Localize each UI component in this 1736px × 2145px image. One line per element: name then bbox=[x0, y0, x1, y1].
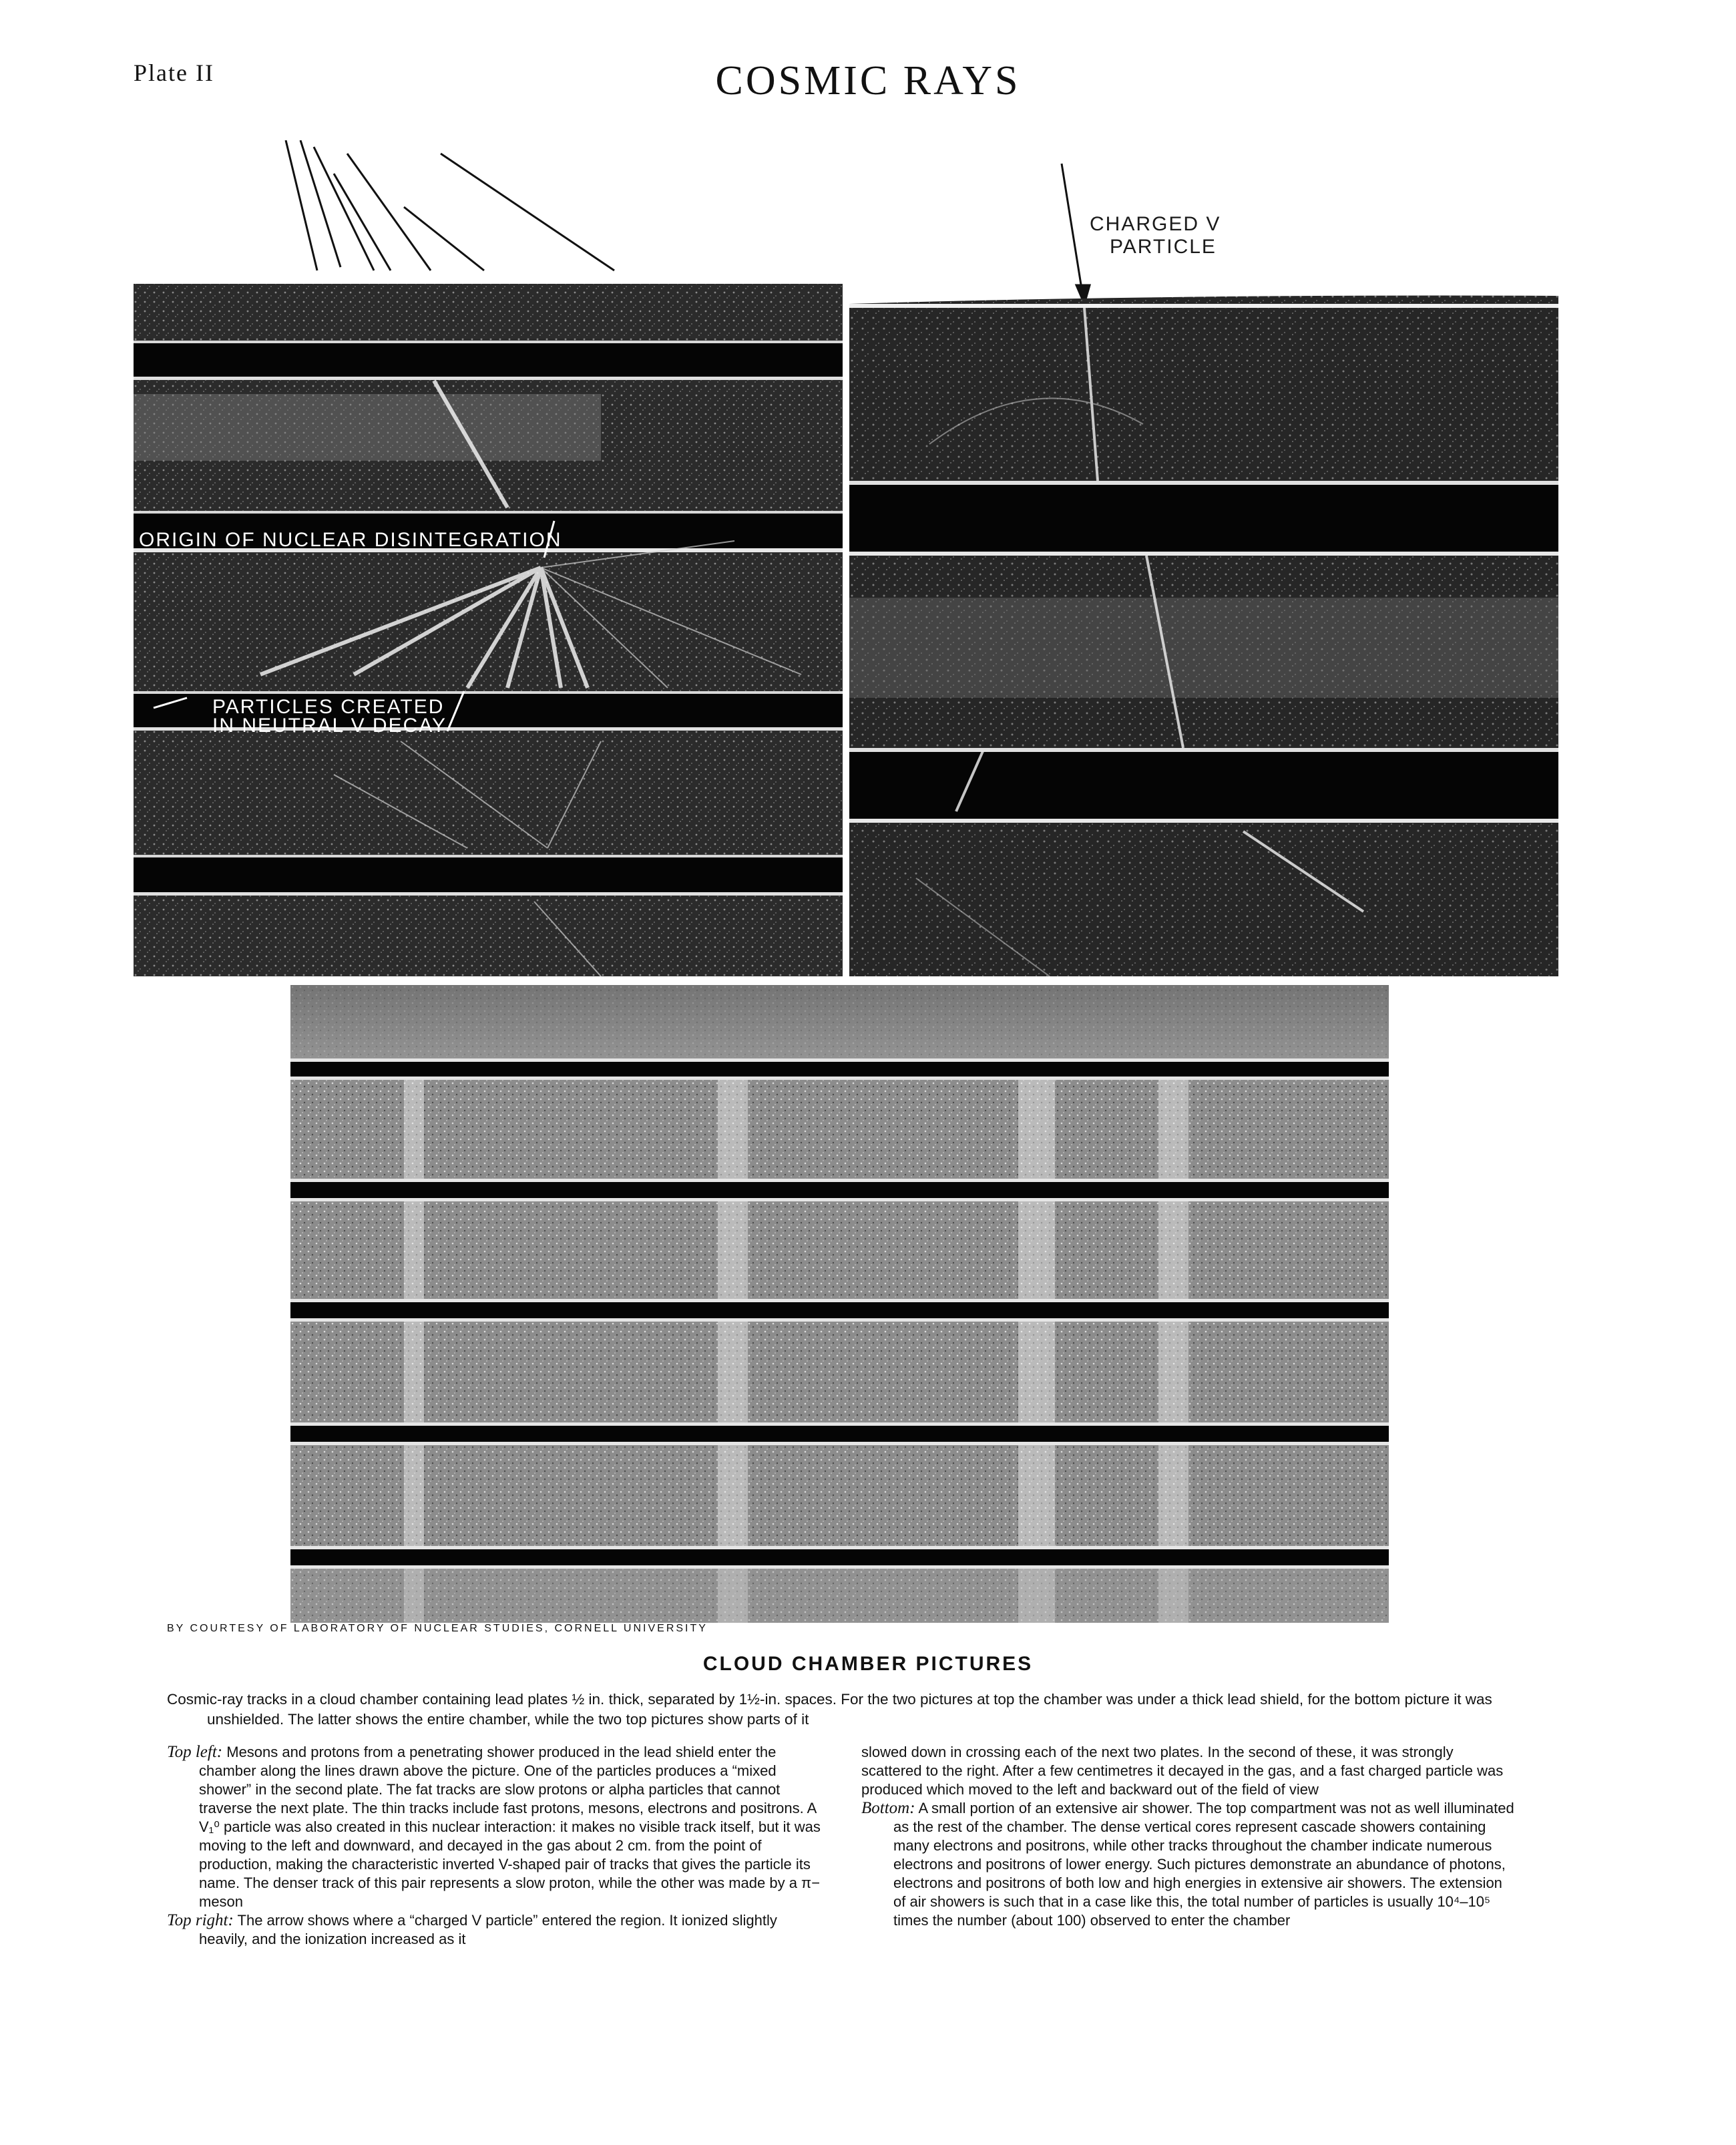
photo-bottom bbox=[290, 985, 1389, 1623]
label-particles-created-line1: PARTICLES CREATED bbox=[212, 696, 445, 718]
plate-number: Plate II bbox=[134, 59, 214, 86]
caption-column-right bbox=[861, 1743, 1516, 1930]
label-charged-v-line1: CHARGED V bbox=[1090, 213, 1221, 235]
caption-top-right-text: The arrow shows where a “charged V particle” entered the region. It ionized slightly heavily, and the ionization increased as it bbox=[199, 1912, 777, 1947]
photo-bottom-drawing bbox=[290, 985, 1389, 1623]
photo-top-right bbox=[849, 144, 1558, 976]
label-particles-created-line2: IN NEUTRAL V DECAY bbox=[212, 715, 447, 737]
photo-top-left bbox=[134, 140, 843, 976]
photo-top-left-drawing bbox=[134, 140, 843, 976]
caption-column-left bbox=[167, 1743, 828, 1949]
caption-top-left bbox=[167, 1743, 828, 1911]
caption-bottom-label: Bottom: bbox=[861, 1799, 915, 1817]
caption-top-right-label: Top right: bbox=[167, 1911, 234, 1929]
caption-top-right bbox=[167, 1911, 828, 1949]
caption-top-right-continued: slowed down in crossing each of the next two plates. In the second of these, it was strongly scattered to the right. After a few centimetres it decayed in the gas, and a fast charged particle was produced which moved to the left and backward out of the field of view bbox=[861, 1744, 1504, 1798]
page-title: COSMIC RAYS bbox=[715, 58, 1021, 104]
photo-credit: BY COURTESY OF LABORATORY OF NUCLEAR STUDIES, CORNELL UNIVERSITY bbox=[167, 1623, 708, 1634]
caption-top-left-label: Top left: bbox=[167, 1743, 223, 1761]
caption-bottom-text: A small portion of an extensive air shower. The top compartment was not as well illuminated as the rest of the chamber. The dense vertical cores represent cascade showers containing many electrons and positrons, while other tracks throughout the chamber indicate numerous electrons and positrons of lower energy. Such pictures demonstrate an abundance of photons, electrons and positrons of both low and high energies in extensive air showers. The extension of air showers is such that in a case like this, the total number of particles is usually 10⁴–10⁵ times the number (about 100) observed to enter the chamber bbox=[893, 1800, 1514, 1929]
caption-title: CLOUD CHAMBER PICTURES bbox=[702, 1653, 1034, 1675]
label-charged-v-line2: PARTICLE bbox=[1110, 236, 1217, 258]
caption-top-left-text: Mesons and protons from a penetrating shower produced in the lead shield enter the chamber along the lines drawn above the picture. One of the particles produces a “mixed shower” in the second plate. The fat tracks are slow protons or alpha particles that cannot traverse the next plate. The thin tracks include fast protons, mesons, electrons and positrons. A V₁⁰ particle was also created in this nuclear interaction: it makes no visible track itself, but it was moving to the left and downward, and decayed in the gas about 2 cm. from the point of production, making the characteristic inverted V-shaped pair of tracks that gives the particle its name. The denser track of this pair represents a slow proton, while the other was made by a π− meson bbox=[199, 1744, 821, 1910]
caption-intro: Cosmic-ray tracks in a cloud chamber containing lead plates ½ in. thick, separated by 1½-in. spaces. For the two pictures at top the chamber was under a thick lead shield, for the bottom picture it was unshielded. The latter shows the entire chamber, while the two top pictures show parts of it bbox=[167, 1691, 1492, 1728]
caption-bottom bbox=[861, 1799, 1516, 1930]
label-origin-nuclear-disintegration: ORIGIN OF NUCLEAR DISINTEGRATION bbox=[139, 529, 562, 551]
photo-top-right-drawing bbox=[849, 144, 1558, 976]
